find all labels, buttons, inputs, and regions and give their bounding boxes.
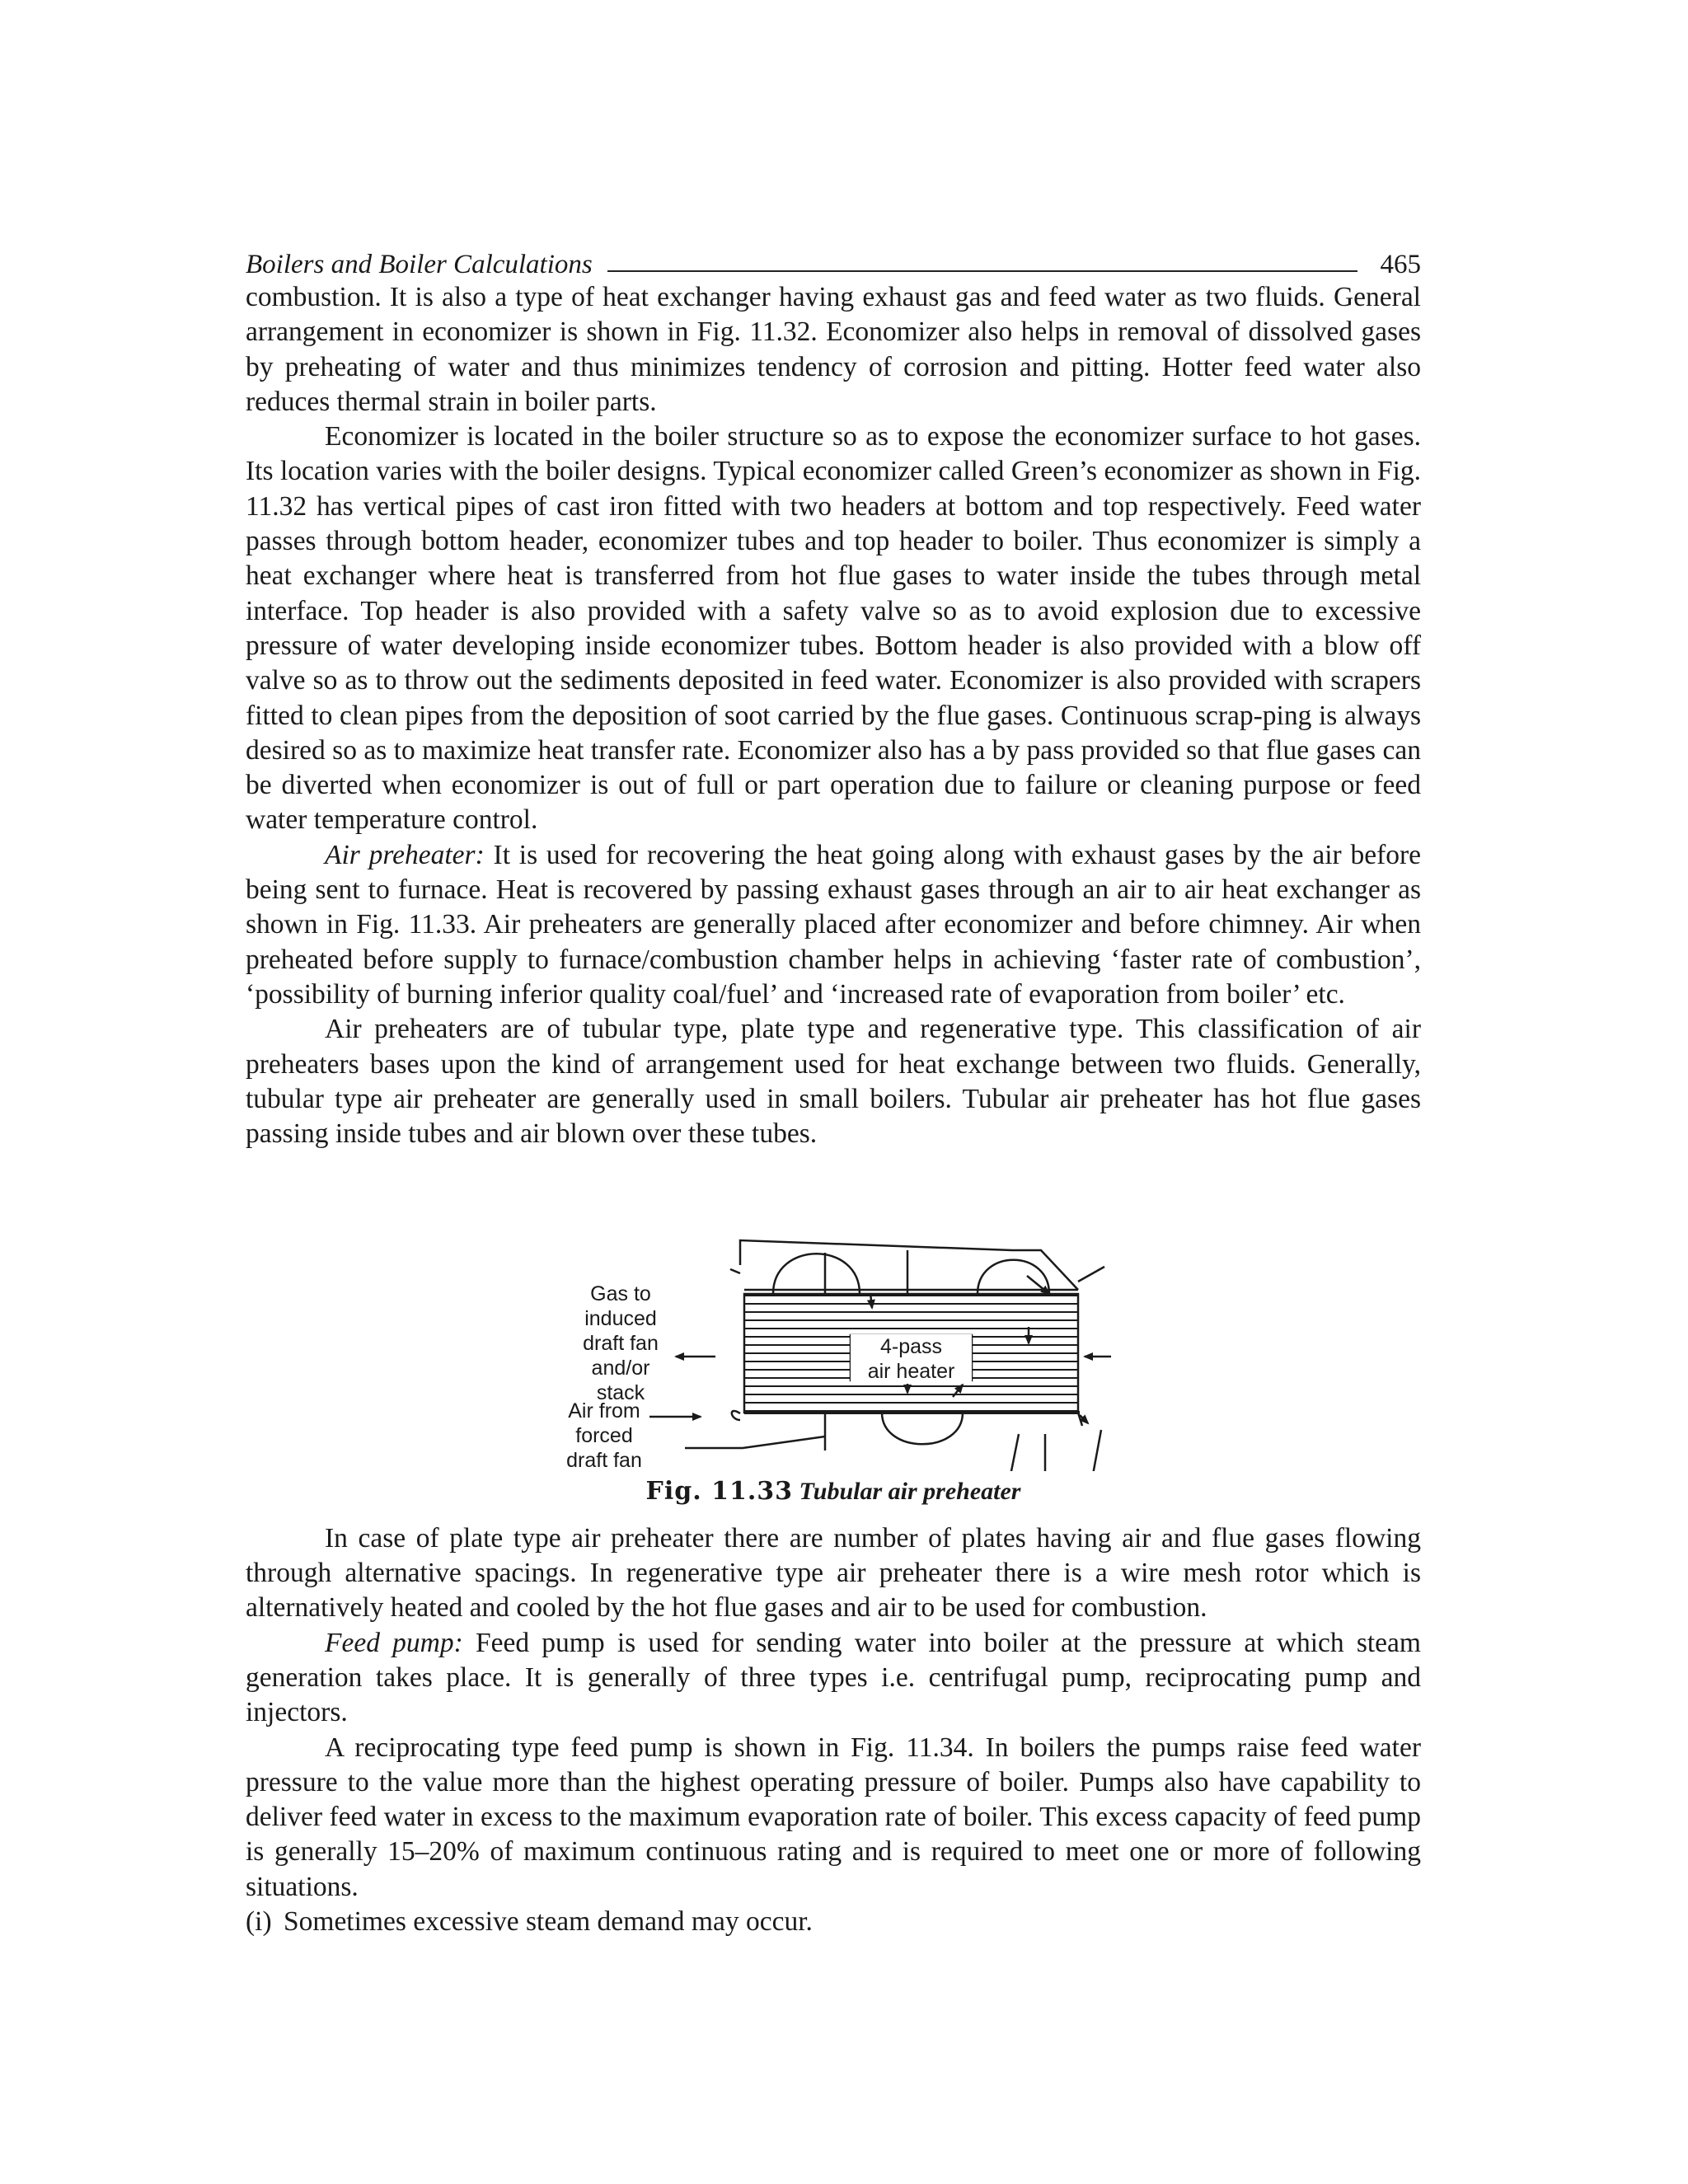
paragraph-lead-in: Air preheater: (325, 839, 485, 870)
label-air-inlet: Air from forced draft fan (566, 1399, 642, 1473)
running-title: Boilers and Boiler Calculations (246, 250, 593, 279)
list-item (246, 1905, 1421, 1939)
paragraph (246, 1626, 1421, 1731)
paragraph-text: Feed pump is used for sending water into boiler at the pressure at which steam generation takes place. It is generally of three types i.e. centrifugal pump, reciprocating pump and injectors. (246, 1627, 1421, 1728)
paragraph-lead-in: Feed pump: (325, 1627, 463, 1658)
paragraph: In case of plate type air preheater there are number of plates having air and flue gases flowing through alternative spacings. In regenerative type air preheater there is a wire mesh rotor which is alternatively heated and cooled by the hot flue gases and air to be used for combustion. (246, 1522, 1421, 1624)
paragraph-text: It is used for recovering the heat going along with exhaust gases by the air before being sent to furnace. Heat is recovered by passing exhaust gases through an air to air heat exchanger as shown in Fig. 11.33. Air preheaters are generally placed after economizer and before chimney. Air when preheated before supply to furnace/combustion chamber helps in achieving ‘faster rate of combustion’, ‘possibility of burning inferior quality coal/fuel’ and ‘increased rate of evaporation from boiler’ etc. (246, 839, 1421, 1010)
list-item-text: Sometimes excessive steam demand may occur. (284, 1905, 813, 1937)
book-page (246, 239, 1421, 1939)
paragraph (246, 838, 1421, 1012)
air-preheater-diagram (246, 1158, 1421, 1471)
running-header (246, 239, 1421, 280)
label-gas-outlet: Gas to induced draft fan and/or stack (583, 1282, 659, 1405)
paragraph: combustion. It is also a type of heat exchanger having exhaust gas and feed water as two fluids. General arrangement in economizer is shown in Fig. 11.32. Economizer also helps in removal of dissolved gases by preheating of water and thus minimizes tendency of corrosion and pitting. Hotter feed water also reduces thermal strain in boiler parts. (246, 282, 1421, 417)
paragraph: Economizer is located in the boiler structure so as to expose the economizer surface to hot gases. Its location varies with the boiler designs. Typical economizer called Green’s economizer as shown in Fig. 11.32 has vertical pipes of cast iron fitted with two headers at bottom and top respectively. Feed water passes through bottom header, economizer tubes and top header to boiler. Thus economizer is simply a heat exchanger where heat is transferred from hot flue gases to water inside the tubes through metal interface. Top header is also provided with a safety valve so as to avoid explosion due to excessive pressure of water developing inside economizer tubes. Bottom header is also provided with a blow off valve so as to throw out the sediments deposited in feed water. Economizer is also provided with scrapers fitted to clean pipes from the deposition of soot carried by the flue gases. Continuous scrap-ping is always desired so as to maximize heat transfer rate. Economizer also has a by pass provided so that flue gases can be diverted when economizer is out of full or part operation due to failure or cleaning purpose or feed water temperature control. (246, 421, 1421, 836)
figure-caption (246, 1474, 1421, 1509)
paragraph: Air preheaters are of tubular type, plate type and regenerative type. This classification of air preheaters bases upon the kind of arrangement used for heat exchange between two fluids. Generally, tubular type air preheater are generally used in small boilers. Tubular air preheater has hot flue gases passing inside tubes and air blown over these tubes. (246, 1014, 1421, 1150)
caption-number: Fig. 11.33 (645, 1477, 794, 1507)
figure-tubular-air-preheater (246, 1158, 1421, 1471)
list-marker: (i) (246, 1905, 272, 1937)
label-4-pass-air-heater: 4-pass air heater (851, 1334, 972, 1384)
header-rule (607, 270, 1357, 272)
paragraph: A reciprocating type feed pump is shown in Fig. 11.34. In boilers the pumps raise feed water pressure to the value more than the highest operating pressure of boiler. Pumps also have capability to deliver feed water in excess to the maximum evaporation rate of boiler. This excess capacity of feed pump is generally 15–20% of maximum continuous rating and is required to meet one or more of following situations. (246, 1732, 1421, 1902)
body-text (246, 280, 1421, 1939)
caption-title: Tubular air preheater (799, 1478, 1021, 1506)
page-number: 465 (1380, 250, 1421, 279)
